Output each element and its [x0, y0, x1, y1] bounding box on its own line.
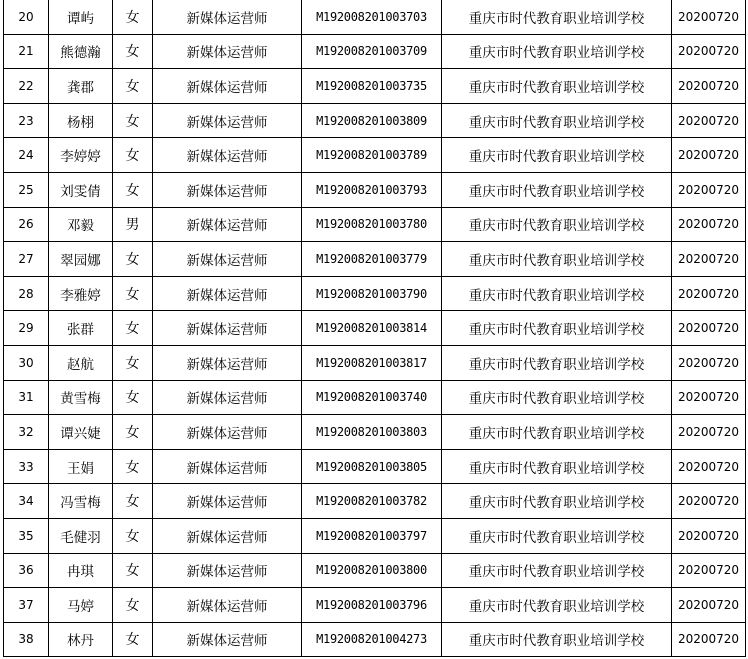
- cell-certificate-number: M192008201003782: [302, 484, 442, 519]
- cell-training-institution: 重庆市时代教育职业培训学校: [442, 553, 672, 588]
- cell-name: 王娟: [49, 449, 113, 484]
- cell-name: 龚郡: [49, 69, 113, 104]
- cell-gender: 男: [113, 207, 153, 242]
- cell-occupation: 新媒体运营师: [153, 207, 302, 242]
- cell-number: 21: [4, 34, 49, 69]
- cell-occupation: 新媒体运营师: [153, 588, 302, 623]
- cell-certificate-number: M192008201003740: [302, 380, 442, 415]
- cell-gender: 女: [113, 138, 153, 173]
- cell-number: 37: [4, 588, 49, 623]
- cell-number: 27: [4, 242, 49, 277]
- cell-gender: 女: [113, 172, 153, 207]
- cell-number: 30: [4, 345, 49, 380]
- cell-occupation: 新媒体运营师: [153, 34, 302, 69]
- cell-training-institution: 重庆市时代教育职业培训学校: [442, 345, 672, 380]
- table-row: [4, 449, 746, 484]
- table-row: [4, 518, 746, 553]
- cell-date: 20200720: [672, 242, 746, 277]
- cell-date: 20200720: [672, 484, 746, 519]
- cell-training-institution: 重庆市时代教育职业培训学校: [442, 207, 672, 242]
- cell-occupation: 新媒体运营师: [153, 415, 302, 450]
- cell-number: 35: [4, 518, 49, 553]
- cell-gender: 女: [113, 345, 153, 380]
- cell-training-institution: 重庆市时代教育职业培训学校: [442, 69, 672, 104]
- cell-name: 李婷婷: [49, 138, 113, 173]
- cell-date: 20200720: [672, 518, 746, 553]
- cell-occupation: 新媒体运营师: [153, 69, 302, 104]
- cell-certificate-number: M192008201003797: [302, 518, 442, 553]
- cell-gender: 女: [113, 380, 153, 415]
- cell-certificate-number: M192008201003793: [302, 172, 442, 207]
- cell-training-institution: 重庆市时代教育职业培训学校: [442, 622, 672, 657]
- cell-certificate-number: M192008201003789: [302, 138, 442, 173]
- cell-training-institution: 重庆市时代教育职业培训学校: [442, 311, 672, 346]
- table-row: [4, 242, 746, 277]
- cell-training-institution: 重庆市时代教育职业培训学校: [442, 172, 672, 207]
- table-row: [4, 34, 746, 69]
- cell-name: 李雅婷: [49, 276, 113, 311]
- cell-training-institution: 重庆市时代教育职业培训学校: [442, 103, 672, 138]
- table-row: [4, 69, 746, 104]
- cell-occupation: 新媒体运营师: [153, 449, 302, 484]
- cell-gender: 女: [113, 518, 153, 553]
- cell-name: 刘雯倩: [49, 172, 113, 207]
- cell-training-institution: 重庆市时代教育职业培训学校: [442, 518, 672, 553]
- table-body: [4, 0, 746, 657]
- cell-occupation: 新媒体运营师: [153, 242, 302, 277]
- cell-name: 熊德瀚: [49, 34, 113, 69]
- cell-training-institution: 重庆市时代教育职业培训学校: [442, 415, 672, 450]
- table-row: [4, 0, 746, 34]
- cell-occupation: 新媒体运营师: [153, 518, 302, 553]
- table-row: [4, 622, 746, 657]
- cell-occupation: 新媒体运营师: [153, 380, 302, 415]
- cell-date: 20200720: [672, 622, 746, 657]
- cell-occupation: 新媒体运营师: [153, 0, 302, 34]
- cell-certificate-number: M192008201003803: [302, 415, 442, 450]
- cell-occupation: 新媒体运营师: [153, 172, 302, 207]
- cell-name: 张群: [49, 311, 113, 346]
- cell-training-institution: 重庆市时代教育职业培训学校: [442, 276, 672, 311]
- cell-name: 谭兴婕: [49, 415, 113, 450]
- cell-number: 36: [4, 553, 49, 588]
- cell-occupation: 新媒体运营师: [153, 622, 302, 657]
- cell-date: 20200720: [672, 553, 746, 588]
- table-row: [4, 276, 746, 311]
- cell-occupation: 新媒体运营师: [153, 311, 302, 346]
- table-row: [4, 588, 746, 623]
- cell-number: 29: [4, 311, 49, 346]
- cell-gender: 女: [113, 415, 153, 450]
- cell-date: 20200720: [672, 345, 746, 380]
- cell-occupation: 新媒体运营师: [153, 553, 302, 588]
- cell-number: 32: [4, 415, 49, 450]
- cell-gender: 女: [113, 276, 153, 311]
- cell-occupation: 新媒体运营师: [153, 484, 302, 519]
- cell-gender: 女: [113, 242, 153, 277]
- cell-training-institution: 重庆市时代教育职业培训学校: [442, 34, 672, 69]
- cell-gender: 女: [113, 311, 153, 346]
- cell-name: 毛健羽: [49, 518, 113, 553]
- cell-certificate-number: M192008201003796: [302, 588, 442, 623]
- cell-certificate-number: M192008201003814: [302, 311, 442, 346]
- cell-name: 赵航: [49, 345, 113, 380]
- cell-date: 20200720: [672, 276, 746, 311]
- cell-occupation: 新媒体运营师: [153, 276, 302, 311]
- cell-number: 24: [4, 138, 49, 173]
- cell-gender: 女: [113, 34, 153, 69]
- cell-name: 邓毅: [49, 207, 113, 242]
- cell-occupation: 新媒体运营师: [153, 345, 302, 380]
- cell-gender: 女: [113, 103, 153, 138]
- cell-training-institution: 重庆市时代教育职业培训学校: [442, 484, 672, 519]
- cell-date: 20200720: [672, 172, 746, 207]
- cell-certificate-number: M192008201003805: [302, 449, 442, 484]
- cell-name: 黄雪梅: [49, 380, 113, 415]
- table-row: [4, 415, 746, 450]
- table-row: [4, 172, 746, 207]
- cell-number: 25: [4, 172, 49, 207]
- cell-training-institution: 重庆市时代教育职业培训学校: [442, 242, 672, 277]
- cell-number: 38: [4, 622, 49, 657]
- cell-certificate-number: M192008201003780: [302, 207, 442, 242]
- cell-training-institution: 重庆市时代教育职业培训学校: [442, 138, 672, 173]
- cell-occupation: 新媒体运营师: [153, 138, 302, 173]
- table-row: [4, 553, 746, 588]
- cell-number: 28: [4, 276, 49, 311]
- table-row: [4, 484, 746, 519]
- cell-gender: 女: [113, 622, 153, 657]
- cell-date: 20200720: [672, 103, 746, 138]
- cell-occupation: 新媒体运营师: [153, 103, 302, 138]
- table-row: [4, 311, 746, 346]
- cell-name: 冯雪梅: [49, 484, 113, 519]
- cell-training-institution: 重庆市时代教育职业培训学校: [442, 588, 672, 623]
- cell-date: 20200720: [672, 588, 746, 623]
- cell-gender: 女: [113, 69, 153, 104]
- cell-date: 20200720: [672, 69, 746, 104]
- table-row: [4, 103, 746, 138]
- cell-name: 冉琪: [49, 553, 113, 588]
- cell-certificate-number: M192008201003779: [302, 242, 442, 277]
- cell-gender: 女: [113, 449, 153, 484]
- cell-certificate-number: M192008201003817: [302, 345, 442, 380]
- cell-number: 31: [4, 380, 49, 415]
- cell-certificate-number: M192008201003800: [302, 553, 442, 588]
- table-row: [4, 345, 746, 380]
- cell-name: 谭屿: [49, 0, 113, 34]
- cell-certificate-number: M192008201004273: [302, 622, 442, 657]
- cell-gender: 女: [113, 553, 153, 588]
- cell-number: 26: [4, 207, 49, 242]
- cell-gender: 女: [113, 0, 153, 34]
- cell-certificate-number: M192008201003790: [302, 276, 442, 311]
- cell-date: 20200720: [672, 34, 746, 69]
- cell-name: 翠园娜: [49, 242, 113, 277]
- cell-date: 20200720: [672, 380, 746, 415]
- cell-certificate-number: M192008201003809: [302, 103, 442, 138]
- cell-gender: 女: [113, 588, 153, 623]
- table-row: [4, 380, 746, 415]
- cell-number: 23: [4, 103, 49, 138]
- table-row: [4, 138, 746, 173]
- cell-number: 34: [4, 484, 49, 519]
- cell-date: 20200720: [672, 207, 746, 242]
- cell-certificate-number: M192008201003703: [302, 0, 442, 34]
- cell-name: 马婷: [49, 588, 113, 623]
- cell-training-institution: 重庆市时代教育职业培训学校: [442, 380, 672, 415]
- cell-date: 20200720: [672, 449, 746, 484]
- table-row: [4, 207, 746, 242]
- cell-training-institution: 重庆市时代教育职业培训学校: [442, 0, 672, 34]
- cell-date: 20200720: [672, 138, 746, 173]
- cell-certificate-number: M192008201003735: [302, 69, 442, 104]
- cell-number: 22: [4, 69, 49, 104]
- cell-date: 20200720: [672, 0, 746, 34]
- cell-date: 20200720: [672, 415, 746, 450]
- cell-name: 林丹: [49, 622, 113, 657]
- cell-number: 33: [4, 449, 49, 484]
- cell-certificate-number: M192008201003709: [302, 34, 442, 69]
- cell-training-institution: 重庆市时代教育职业培训学校: [442, 449, 672, 484]
- cell-name: 杨栩: [49, 103, 113, 138]
- cell-number: 20: [4, 0, 49, 34]
- certificate-table: [3, 0, 746, 657]
- cell-gender: 女: [113, 484, 153, 519]
- cell-date: 20200720: [672, 311, 746, 346]
